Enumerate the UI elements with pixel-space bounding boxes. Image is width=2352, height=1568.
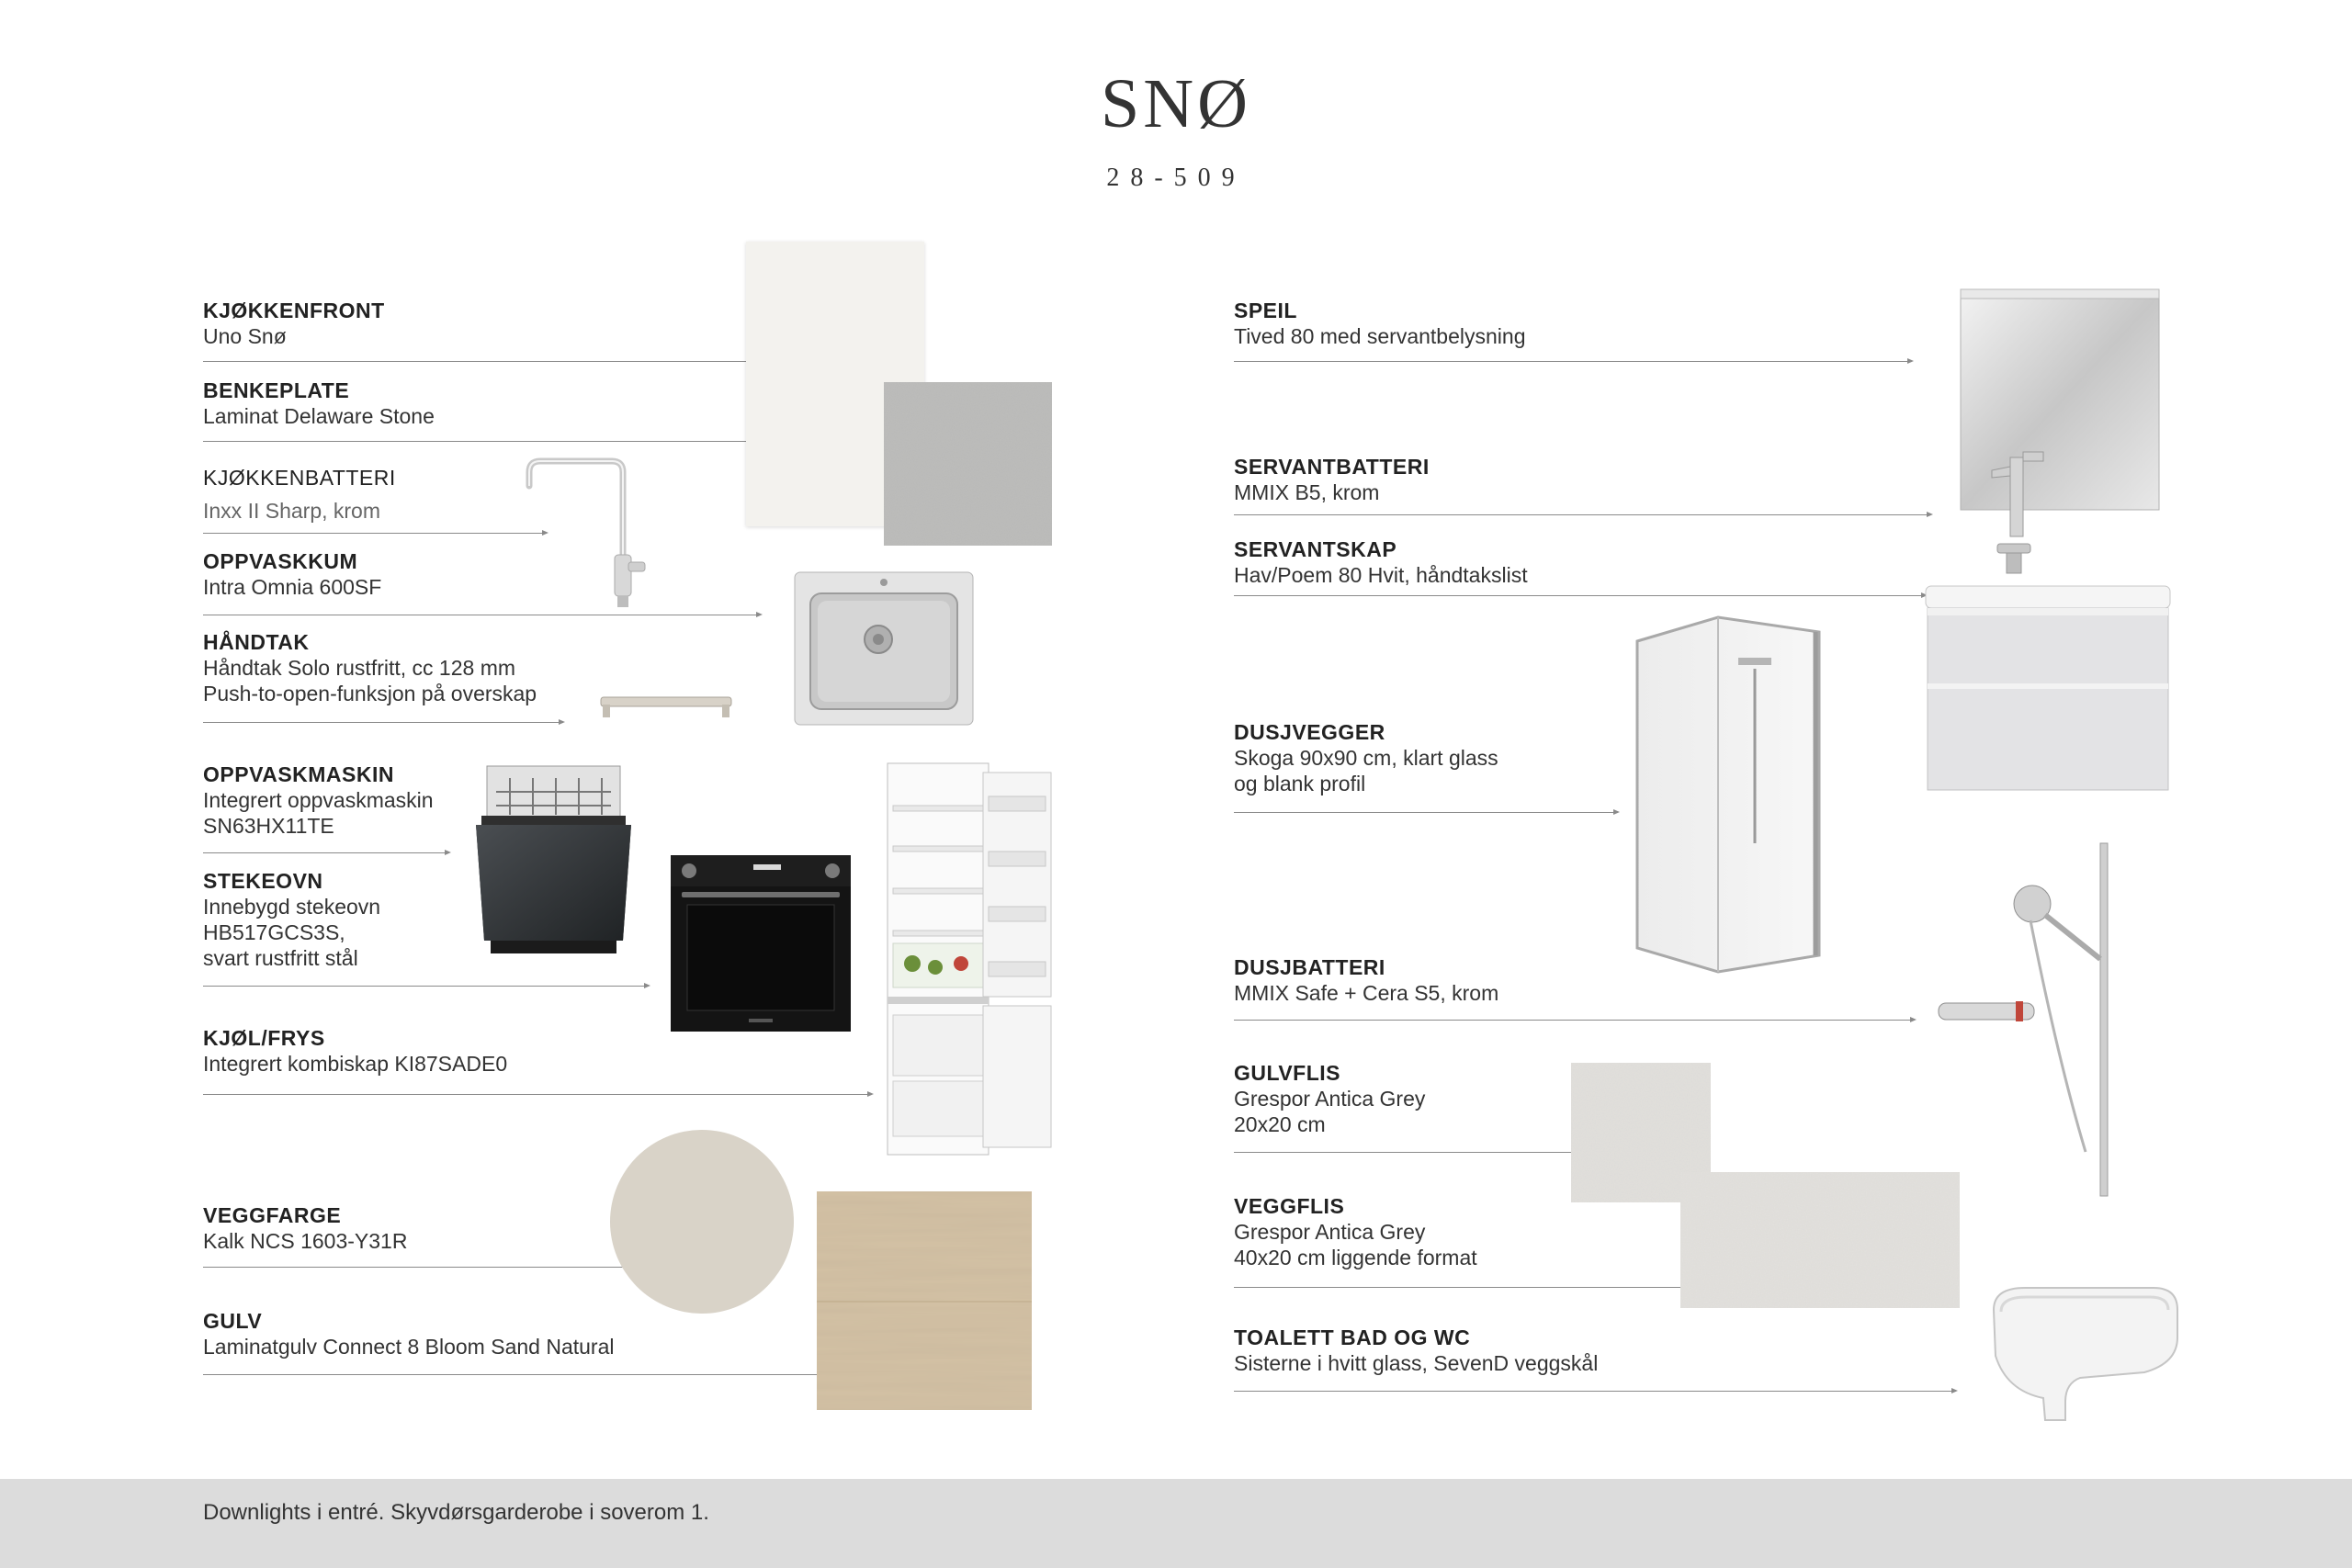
spec-line: svart rustfritt stål	[203, 946, 358, 970]
spec-kjokkenfront	[203, 298, 385, 349]
page-title: SNØ	[1100, 65, 1252, 142]
spec-line: HB517GCS3S,	[203, 920, 345, 944]
spec-line: Grespor Antica Grey	[1234, 1220, 1426, 1244]
spec-line: Kalk NCS 1603-Y31R	[203, 1229, 408, 1253]
spec-title: SPEIL	[1234, 299, 1297, 322]
spec-line: Håndtak Solo rustfritt, cc 128 mm	[203, 656, 516, 680]
spec-line: Integrert oppvaskmaskin	[203, 788, 434, 812]
kitchen-faucet-image	[520, 454, 658, 610]
spec-title: KJØKKENFRONT	[203, 299, 385, 322]
leader-line	[203, 722, 563, 723]
wall-tile-sample	[1680, 1172, 1960, 1308]
spec-line: Skoga 90x90 cm, klart glass	[1234, 746, 1498, 770]
spec-title: OPPVASKKUM	[203, 549, 358, 573]
leader-line	[1234, 514, 1931, 515]
spec-veggflis	[1234, 1193, 1477, 1270]
spec-title: DUSJBATTERI	[1234, 955, 1385, 979]
spec-kjokkenbatteri	[203, 465, 396, 524]
spec-title: OPPVASKMASKIN	[203, 762, 394, 786]
leader-line	[1234, 1391, 1956, 1392]
spec-line: 40x20 cm liggende format	[1234, 1246, 1477, 1269]
spec-line: Laminatgulv Connect 8 Bloom Sand Natural	[203, 1335, 615, 1359]
leader-line	[1234, 812, 1618, 813]
spec-title: BENKEPLATE	[203, 378, 350, 402]
spec-kjol-frys	[203, 1025, 507, 1077]
shower-enclosure-image	[1635, 614, 1825, 974]
spec-title: TOALETT BAD OG WC	[1234, 1325, 1471, 1349]
fridge-freezer-image	[880, 760, 1057, 1158]
spec-line: Push-to-open-funksjon på overskap	[203, 682, 537, 705]
spec-title: KJØL/FRYS	[203, 1026, 325, 1050]
spec-servantskap	[1234, 536, 1528, 588]
spec-line: Grespor Antica Grey	[1234, 1087, 1426, 1111]
leader-line	[203, 1267, 669, 1268]
leader-line	[203, 1374, 849, 1375]
leader-line	[203, 1094, 872, 1095]
dishwasher-image	[469, 764, 639, 957]
spec-line: Tived 80 med servantbelysning	[1234, 324, 1526, 348]
spec-dusjvegger	[1234, 719, 1498, 796]
leader-line	[1234, 361, 1912, 362]
leader-line	[203, 533, 547, 534]
oak-floor-sample	[817, 1191, 1032, 1410]
spec-stekeovn	[203, 868, 380, 971]
spec-servantbatteri	[1234, 454, 1430, 505]
spec-gulvflis	[1234, 1060, 1425, 1137]
spec-title: HÅNDTAK	[203, 630, 310, 654]
spec-title: VEGGFARGE	[203, 1203, 342, 1227]
spec-title: SERVANTSKAP	[1234, 537, 1397, 561]
leader-line	[1234, 1287, 1710, 1288]
spec-line: og blank profil	[1234, 772, 1366, 795]
leader-line	[203, 852, 449, 853]
footer-note: Downlights i entré. Skyvdørsgarderobe i soverom 1.	[203, 1500, 709, 1525]
wall-paint-swatch	[610, 1130, 794, 1314]
countertop-sample	[884, 382, 1052, 546]
spec-title: VEGGFLIS	[1234, 1194, 1345, 1218]
spec-line: MMIX Safe + Cera S5, krom	[1234, 981, 1499, 1005]
spec-oppvaskmaskin	[203, 761, 434, 839]
spec-line: Laminat Delaware Stone	[203, 404, 435, 428]
handle-image	[597, 694, 735, 721]
spec-line: Intra Omnia 600SF	[203, 575, 382, 599]
spec-line: Inxx II Sharp, krom	[203, 499, 381, 523]
oven-image	[671, 855, 851, 1032]
leader-line	[1234, 595, 1926, 596]
spec-line: Integrert kombiskap KI87SADE0	[203, 1052, 508, 1076]
spec-line: Innebygd stekeovn	[203, 895, 381, 919]
spec-line: SN63HX11TE	[203, 814, 334, 838]
leader-line	[1234, 1020, 1915, 1021]
spec-line: MMIX B5, krom	[1234, 480, 1380, 504]
spec-line: Hav/Poem 80 Hvit, håndtakslist	[1234, 563, 1528, 587]
leader-line	[203, 361, 771, 362]
spec-dusjbatteri	[1234, 954, 1498, 1006]
spec-line: Sisterne i hvitt glass, SevenD veggskål	[1234, 1351, 1599, 1375]
project-code: 28-509	[1106, 164, 1246, 192]
spec-title: SERVANTBATTERI	[1234, 455, 1430, 479]
shower-mixer-image	[1929, 840, 2141, 1200]
spec-line: Uno Snø	[203, 324, 287, 348]
leader-line	[203, 986, 649, 987]
spec-benkeplate	[203, 378, 435, 429]
basin-mixer-image	[1984, 448, 2067, 577]
spec-veggfarge	[203, 1202, 407, 1254]
spec-gulv	[203, 1308, 614, 1359]
sink-image	[794, 571, 974, 726]
spec-title: KJØKKENBATTERI	[203, 466, 396, 490]
spec-oppvaskkum	[203, 548, 381, 600]
spec-speil	[1234, 298, 1526, 349]
vanity-unit-image	[1924, 584, 2172, 794]
spec-handtak	[203, 629, 537, 706]
toilet-image	[1988, 1282, 2183, 1426]
spec-title: DUSJVEGGER	[1234, 720, 1385, 744]
spec-title: GULVFLIS	[1234, 1061, 1341, 1085]
spec-title: GULV	[203, 1309, 263, 1333]
spec-toalett	[1234, 1325, 1598, 1376]
spec-title: STEKEOVN	[203, 869, 323, 893]
spec-line: 20x20 cm	[1234, 1112, 1326, 1136]
